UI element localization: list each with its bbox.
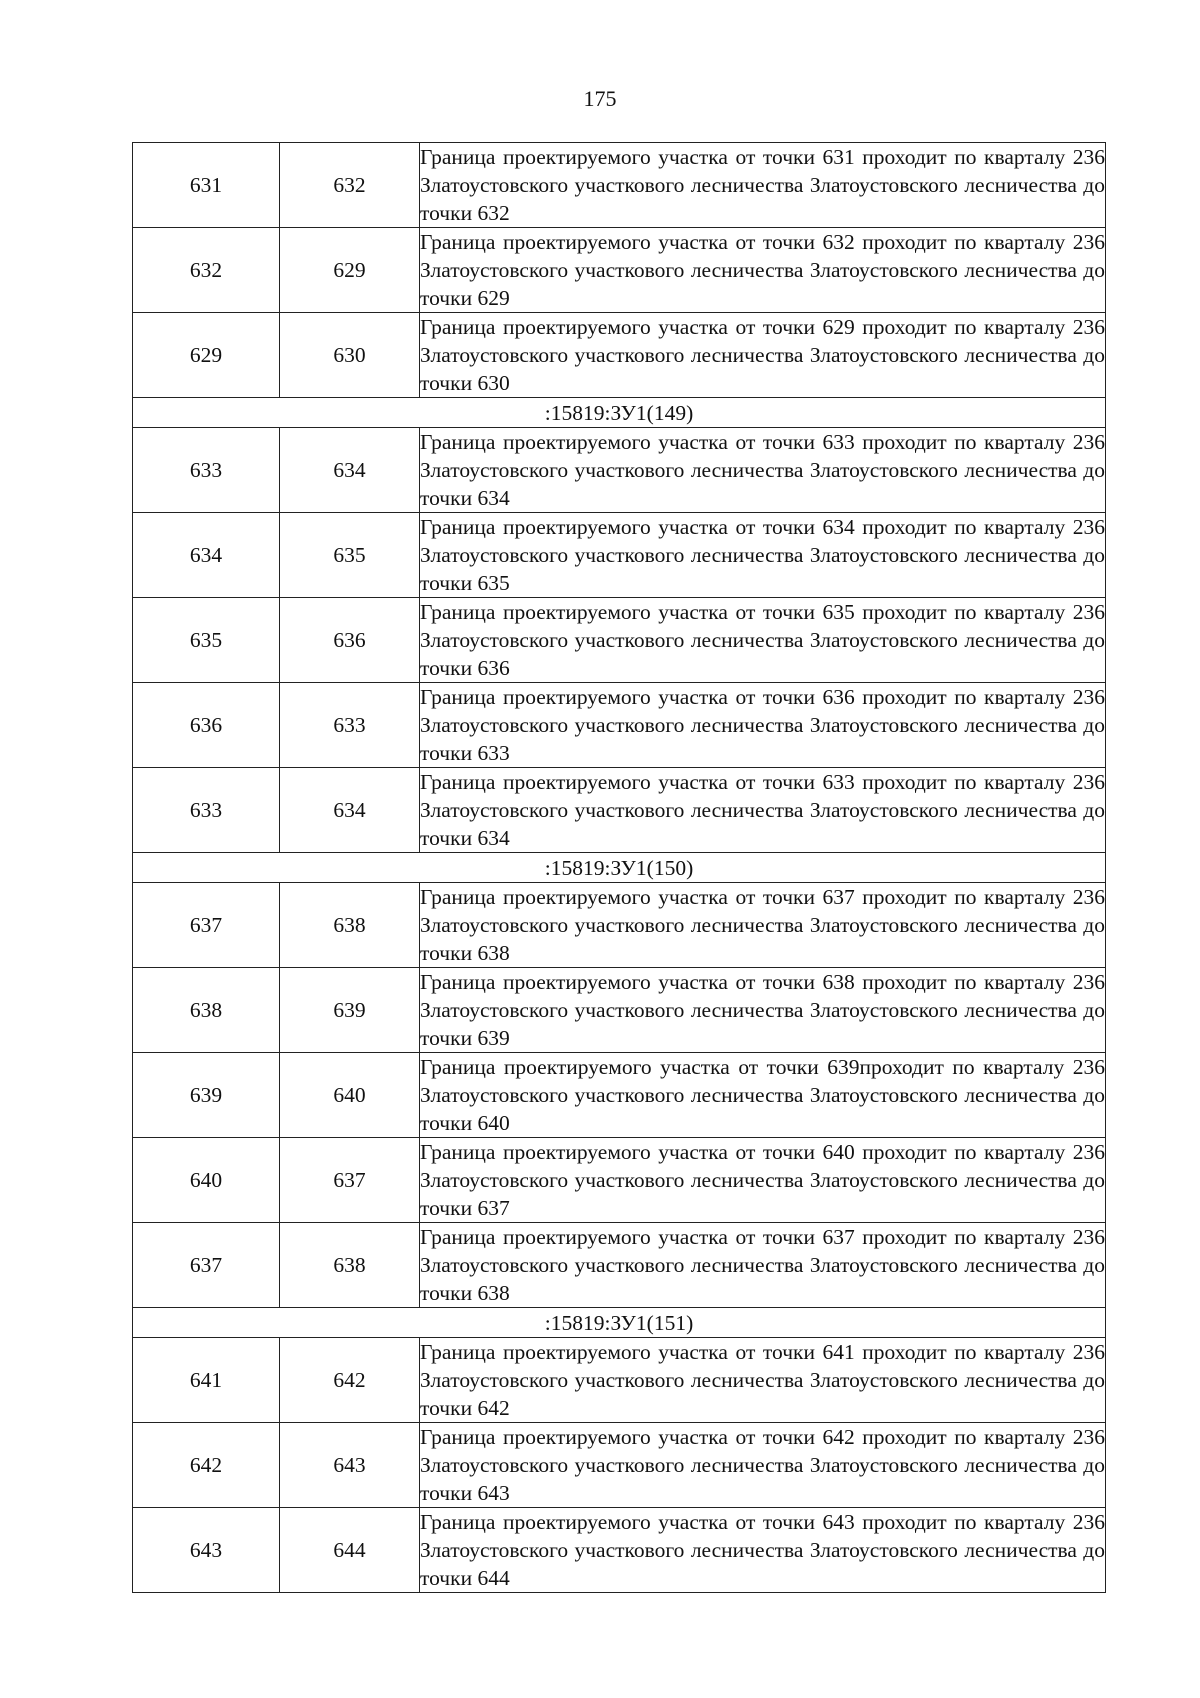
point-to-cell: 630	[280, 313, 420, 398]
table-row	[133, 883, 1106, 968]
table-row	[133, 1423, 1106, 1508]
point-to-cell: 635	[280, 513, 420, 598]
boundary-table-body	[133, 143, 1106, 1593]
point-to-cell: 643	[280, 1423, 420, 1508]
table-row	[133, 143, 1106, 228]
section-header-row	[133, 853, 1106, 883]
point-to-cell: 633	[280, 683, 420, 768]
point-from-cell: 633	[133, 428, 280, 513]
point-to-cell: 638	[280, 1223, 420, 1308]
table-row	[133, 968, 1106, 1053]
page-number: 175	[583, 86, 617, 111]
description-cell: Граница проектируемого участка от точки 641 проходит по кварталу 236 Златоустовского участкового лесничества Златоустовского лесничества до точки 642	[420, 1338, 1106, 1423]
point-from-cell: 632	[133, 228, 280, 313]
point-from-cell: 641	[133, 1338, 280, 1423]
description-cell: Граница проектируемого участка от точки 633 проходит по кварталу 236 Златоустовского участкового лесничества Златоустовского лесничества до точки 634	[420, 428, 1106, 513]
description-cell: Граница проектируемого участка от точки 633 проходит по кварталу 236 Златоустовского участкового лесничества Златоустовского лесничества до точки 634	[420, 768, 1106, 853]
description-cell: Граница проектируемого участка от точки 636 проходит по кварталу 236 Златоустовского участкового лесничества Златоустовского лесничества до точки 633	[420, 683, 1106, 768]
point-from-cell: 642	[133, 1423, 280, 1508]
point-from-cell: 637	[133, 1223, 280, 1308]
section-label: :15819:ЗУ1(149)	[133, 398, 1106, 428]
section-label: :15819:ЗУ1(151)	[133, 1308, 1106, 1338]
description-cell: Граница проектируемого участка от точки 638 проходит по кварталу 236 Златоустовского участкового лесничества Златоустовского лесничества до точки 639	[420, 968, 1106, 1053]
point-from-cell: 638	[133, 968, 280, 1053]
description-cell: Граница проектируемого участка от точки 631 проходит по кварталу 236 Златоустовского участкового лесничества Златоустовского лесничества до точки 632	[420, 143, 1106, 228]
boundary-table	[132, 142, 1106, 1593]
point-to-cell: 629	[280, 228, 420, 313]
description-cell: Граница проектируемого участка от точки 642 проходит по кварталу 236 Златоустовского участкового лесничества Златоустовского лесничества до точки 643	[420, 1423, 1106, 1508]
section-label: :15819:ЗУ1(150)	[133, 853, 1106, 883]
description-cell: Граница проектируемого участка от точки 629 проходит по кварталу 236 Златоустовского участкового лесничества Златоустовского лесничества до точки 630	[420, 313, 1106, 398]
point-from-cell: 640	[133, 1138, 280, 1223]
section-header-row	[133, 1308, 1106, 1338]
point-to-cell: 632	[280, 143, 420, 228]
point-to-cell: 634	[280, 768, 420, 853]
table-row	[133, 768, 1106, 853]
table-row	[133, 513, 1106, 598]
point-from-cell: 633	[133, 768, 280, 853]
point-to-cell: 638	[280, 883, 420, 968]
description-cell: Граница проектируемого участка от точки 637 проходит по кварталу 236 Златоустовского участкового лесничества Златоустовского лесничества до точки 638	[420, 1223, 1106, 1308]
section-header-row	[133, 398, 1106, 428]
point-from-cell: 634	[133, 513, 280, 598]
table-row	[133, 313, 1106, 398]
point-from-cell: 636	[133, 683, 280, 768]
point-from-cell: 643	[133, 1508, 280, 1593]
point-to-cell: 636	[280, 598, 420, 683]
table-row	[133, 1138, 1106, 1223]
table-row	[133, 228, 1106, 313]
point-to-cell: 634	[280, 428, 420, 513]
table-row	[133, 1508, 1106, 1593]
description-cell: Граница проектируемого участка от точки 643 проходит по кварталу 236 Златоустовского участкового лесничества Златоустовского лесничества до точки 644	[420, 1508, 1106, 1593]
point-to-cell: 637	[280, 1138, 420, 1223]
point-to-cell: 644	[280, 1508, 420, 1593]
table-row	[133, 1223, 1106, 1308]
description-cell: Граница проектируемого участка от точки 639проходит по кварталу 236 Златоустовского участкового лесничества Златоустовского лесничества до точки 640	[420, 1053, 1106, 1138]
table-row	[133, 1338, 1106, 1423]
description-cell: Граница проектируемого участка от точки 635 проходит по кварталу 236 Златоустовского участкового лесничества Златоустовского лесничества до точки 636	[420, 598, 1106, 683]
table-row	[133, 1053, 1106, 1138]
point-from-cell: 637	[133, 883, 280, 968]
table-row	[133, 428, 1106, 513]
point-from-cell: 629	[133, 313, 280, 398]
table-row	[133, 683, 1106, 768]
point-from-cell: 631	[133, 143, 280, 228]
point-from-cell: 639	[133, 1053, 280, 1138]
description-cell: Граница проектируемого участка от точки 640 проходит по кварталу 236 Златоустовского участкового лесничества Златоустовского лесничества до точки 637	[420, 1138, 1106, 1223]
point-to-cell: 640	[280, 1053, 420, 1138]
point-from-cell: 635	[133, 598, 280, 683]
table-row	[133, 598, 1106, 683]
point-to-cell: 642	[280, 1338, 420, 1423]
point-to-cell: 639	[280, 968, 420, 1053]
description-cell: Граница проектируемого участка от точки 637 проходит по кварталу 236 Златоустовского участкового лесничества Златоустовского лесничества до точки 638	[420, 883, 1106, 968]
description-cell: Граница проектируемого участка от точки 634 проходит по кварталу 236 Златоустовского участкового лесничества Златоустовского лесничества до точки 635	[420, 513, 1106, 598]
description-cell: Граница проектируемого участка от точки 632 проходит по кварталу 236 Златоустовского участкового лесничества Златоустовского лесничества до точки 629	[420, 228, 1106, 313]
